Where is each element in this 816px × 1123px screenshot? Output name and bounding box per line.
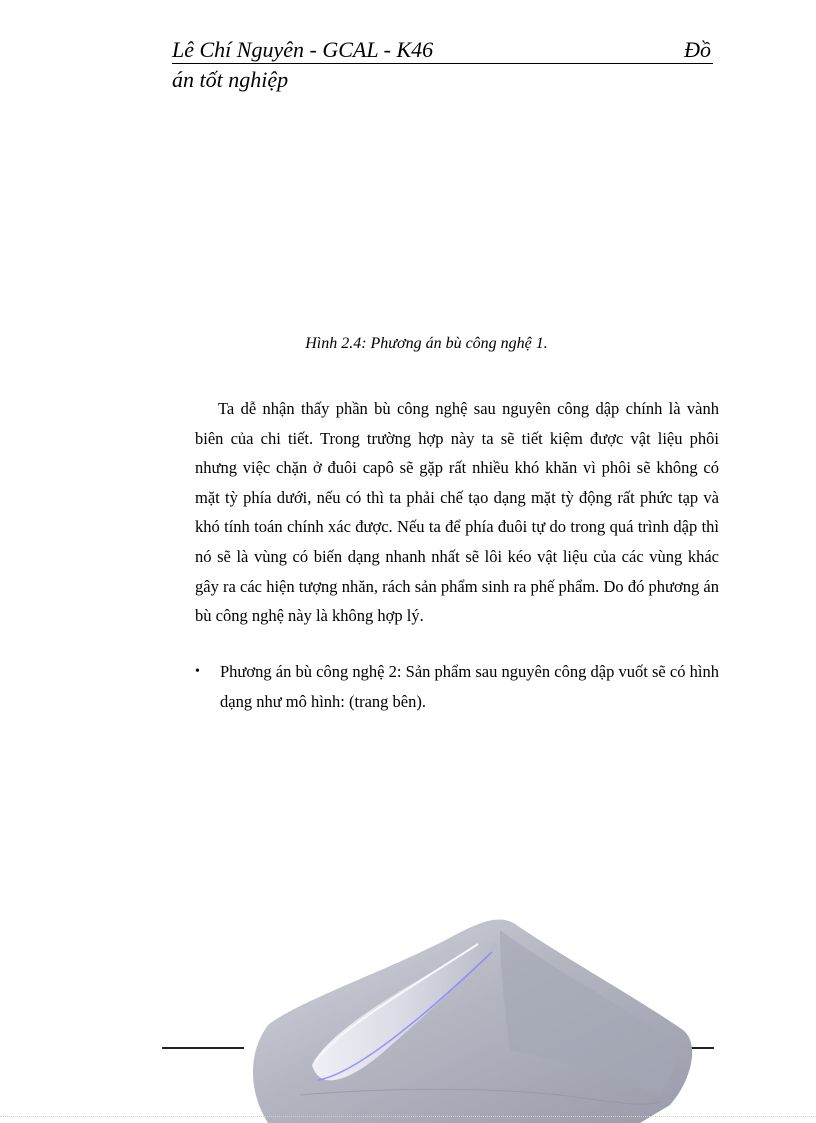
stamped-part-model-figure — [0, 880, 816, 1123]
page-header — [172, 36, 713, 64]
figure-caption: Hình 2.4: Phương án bù công nghệ 1. — [305, 335, 548, 352]
header-title-end: án tốt nghiệp — [172, 67, 289, 92]
header-author-course: Lê Chí Nguyên - GCAL - K46 — [172, 37, 434, 62]
bullet-symbol: • — [195, 664, 200, 679]
bullet-text: Phương án bù công nghệ 2: Sản phẩm sau nguyên công dập vuốt sẽ có hình dạng như mô hình: (trang bên). — [220, 662, 719, 711]
header-title-start: Đồ — [684, 37, 711, 62]
page-bottom-border — [0, 1116, 816, 1117]
body-paragraph: Ta dễ nhận thấy phần bù công nghệ sau nguyên công dập chính là vành biên của chi tiết. Trong trường hợp này ta sẽ tiết kiệm được vật liệu phôi nhưng việc chặn ở đuôi capô sẽ gặp rất nhiều khó khăn vì phôi sẽ không có mặt tỳ phía dưới, nếu có thì ta phải chế tạo dạng mặt tỳ động rất phức tạp và khó tính toán chính xác được. Nếu ta để phía đuôi tự do trong quá trình dập thì nó sẽ là vùng có biến dạng nhanh nhất sẽ lôi kéo vật liệu của các vùng khác gây ra các hiện tượng nhăn, rách sản phẩm sinh ra phế phẩm. Do đó phương án bù công nghệ này là không hợp lý. — [195, 399, 719, 626]
bullet-item — [195, 657, 719, 716]
